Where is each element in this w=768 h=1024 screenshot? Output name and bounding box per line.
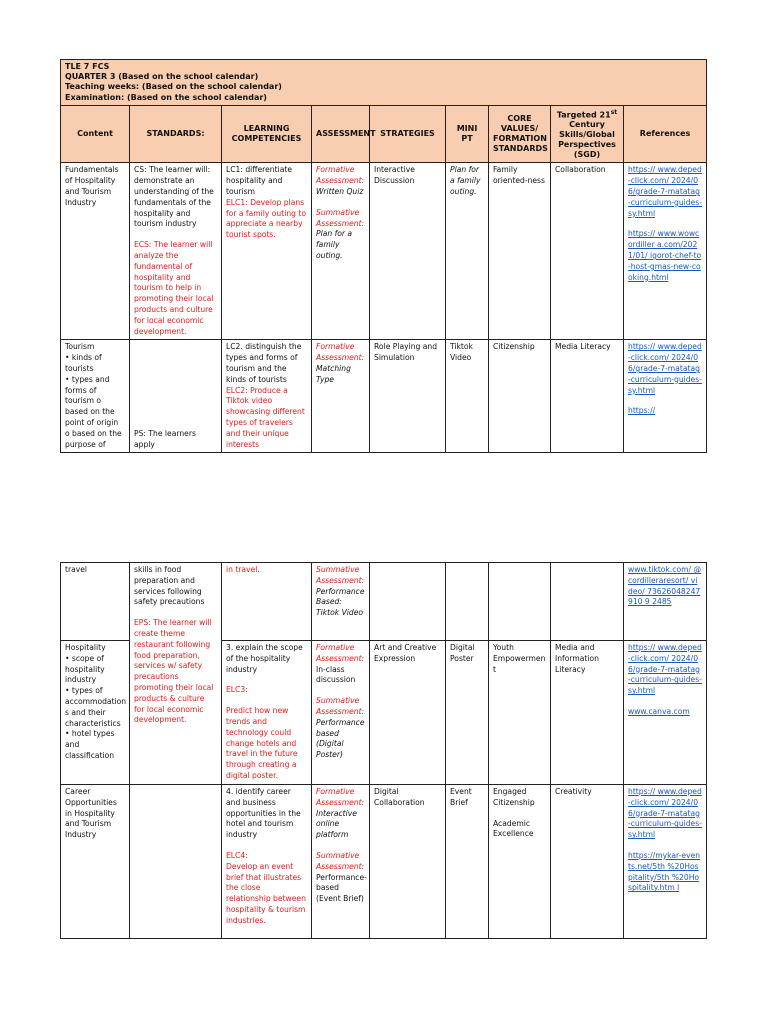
quarter-line: QUARTER 3 (Based on the school calendar) <box>65 72 259 82</box>
standards-cell: CS: The learner will: demonstrate an understanding of the fundamentals of the hospitality and tourism industry ECS: The learner will analyze the fundamental of hospitality and tourism to help in promoting their local products and culture for local economic development. <box>130 163 222 340</box>
reference-link[interactable]: https:// www.deped-click.com/ 2024/06/grade-7-matatag-curriculum-guides-sy.html <box>628 342 702 395</box>
col-competencies: LEARNING COMPETENCIES <box>222 105 312 163</box>
competency-cell: 4. identify career and business opportunities in the hotel and tourism industry ELC4: Develop an event brief that illustrates the close relationship between hospitality & tourism industries. <box>222 785 312 939</box>
competency-cell: in travel. <box>222 563 312 641</box>
skills-cell: Media and Information Literacy <box>551 641 624 785</box>
col-content: Content <box>61 105 130 163</box>
skills-cell: Creativity <box>551 785 624 939</box>
document-header <box>61 60 707 106</box>
col-standards: STANDARDS: <box>130 105 222 163</box>
references-cell <box>624 785 707 939</box>
subject-title: TLE 7 FCS <box>65 62 110 71</box>
assessment-cell: Formative Assessment: Matching Type <box>312 340 370 453</box>
table-row <box>61 163 707 340</box>
reference-link[interactable]: https://mykar-events.net/5th %20Hospitality/5th %20Hospitality.htm l <box>628 850 701 893</box>
core-values-cell: Engaged Citizenship Academic Excellence <box>489 785 551 939</box>
minipt-cell: Digital Poster <box>446 641 489 785</box>
core-values-cell: Citizenship <box>489 340 551 453</box>
references-cell <box>624 563 707 641</box>
assessment-cell: Formative Assessment: In-class discussion Summative Assessment: Performance based (Digital Poster) <box>312 641 370 785</box>
strategies-cell: Interactive Discussion <box>370 163 446 340</box>
standards-cell: skills in food preparation and services following safety precautions EPS: The learner will create theme restaurant following food preparation, services w/ safety precautions promoting their local products & culture for local economic development. <box>130 563 222 785</box>
col-strategies: STRATEGIES <box>370 105 446 163</box>
column-header-row <box>61 105 707 163</box>
skills-cell: Media Literacy <box>551 340 624 453</box>
col-minipt: MINI PT <box>446 105 489 163</box>
core-values-cell: Youth Empowermen t <box>489 641 551 785</box>
references-cell <box>624 163 707 340</box>
reference-link[interactable]: https:// www.deped-click.com/ 2024/06/grade-7-matatag-curriculum-guides-sy.html <box>628 165 702 218</box>
strategies-cell: Role Playing and Simulation <box>370 340 446 453</box>
skills-cell: Collaboration <box>551 163 624 340</box>
competency-cell: 3. explain the scope of the hospitality industry ELC3: Predict how new trends and technology could change hotels and travel in the future through creating a digital poster. <box>222 641 312 785</box>
assessment-cell: Summative Assessment: Performance Based: Tiktok Video <box>312 563 370 641</box>
curriculum-table-top <box>60 59 707 453</box>
minipt-cell: Event Brief <box>446 785 489 939</box>
content-cell: Hospitality • scope of hospitality industry • types of accommodation s and their characteristics • hotel types and classification <box>61 641 130 785</box>
minipt-cell: Plan for a family outing. <box>446 163 489 340</box>
strategies-cell: Art and Creative Expression <box>370 641 446 785</box>
assessment-cell: Formative Assessment: Written Quiz Summative Assessment: Plan for a family outing. <box>312 163 370 340</box>
content-cell: travel <box>61 563 130 641</box>
content-cell: Career Opportunities in Hospitality and Tourism Industry <box>61 785 130 939</box>
references-cell <box>624 340 707 453</box>
core-values-cell: Family oriented-ness <box>489 163 551 340</box>
teaching-weeks-line: Teaching weeks: (Based on the school calendar) <box>65 82 282 92</box>
standards-cell: PS: The learners apply <box>130 340 222 453</box>
curriculum-table-bottom <box>60 562 707 939</box>
table-row <box>61 563 707 641</box>
reference-link[interactable]: https:// www.deped-click.com/ 2024/06/grade-7-matatag-curriculum-guides-sy.html <box>628 643 702 696</box>
examination-line: Examination: (Based on the school calendar) <box>65 92 267 102</box>
minipt-cell: Tiktok Video <box>446 340 489 453</box>
reference-link[interactable]: https:// <box>628 406 656 416</box>
references-cell <box>624 641 707 785</box>
competency-cell: LC1: differentiate hospitality and tourism ELC1: Develop plans for a family outing to appreciate a nearby tourist spots. <box>222 163 312 340</box>
reference-link[interactable]: https:// www.wowcordiller a.com/2021/01/ igorot-chef-to-host-gmas-new-cooking.html <box>628 229 702 282</box>
competency-cell: LC2. distinguish the types and forms of tourism and the kinds of tourists ELC2: Produce a Tiktok video showcasing different types of travelers and their unique interests <box>222 340 312 453</box>
reference-link[interactable]: www.canva.com <box>628 706 690 716</box>
strategies-cell: Digital Collaboration <box>370 785 446 939</box>
assessment-cell: Formative Assessment: Interactive online platform Summative Assessment: Performance-based (Event Brief) <box>312 785 370 939</box>
reference-link[interactable]: www.tiktok.com/ @cordilleraresort/ video/ 73626048247910 9 2485 <box>628 565 702 607</box>
table-row <box>61 340 707 453</box>
col-core-values: CORE VALUES/ FORMATION STANDARDS <box>489 105 551 163</box>
content-cell: Fundamentals of Hospitality and Tourism Industry <box>61 163 130 340</box>
col-targeted-skills: Targeted 21st Century Skills/Global Perspectives (SGD) <box>551 105 624 163</box>
col-assessment: ASSESSMENT <box>312 105 370 163</box>
content-cell: Tourism • kinds of tourists • types and forms of tourism o based on the point of origin o based on the purpose of <box>61 340 130 453</box>
reference-link[interactable]: https:// www.deped-click.com/ 2024/06/grade-7-matatag-curriculum-guides-sy.html <box>628 787 702 840</box>
col-references: References <box>624 105 707 163</box>
table-row <box>61 785 707 939</box>
